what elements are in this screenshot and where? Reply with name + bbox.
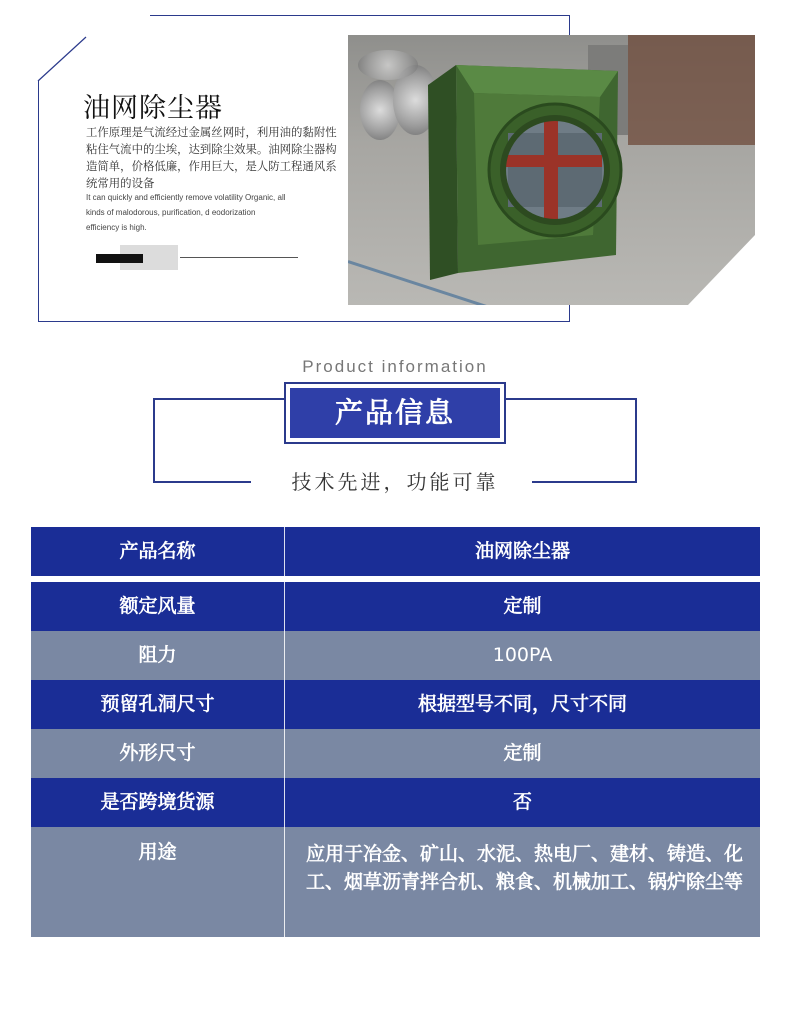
table-row <box>31 827 760 937</box>
product-description: 工作原理是气流经过金属丝网时，利用油的黏附性粘住气流中的尘埃，达到除尘效果。油网除尘器构造简单，价格低廉，作用巨大，是人防工程通风系统常用的设备 <box>86 125 337 190</box>
row-label: 额定风量 <box>119 595 196 617</box>
row-value: 100PA <box>492 644 553 666</box>
oil-net-dust-collector-illustration <box>348 35 755 305</box>
table-row <box>31 729 760 778</box>
row-value: 油网除尘器 <box>474 540 570 562</box>
section-subtitle: 技术先进，功能可靠 <box>291 470 499 494</box>
row-label: 预留孔洞尺寸 <box>100 693 215 715</box>
row-label: 阻力 <box>138 644 177 666</box>
row-label: 是否跨境货源 <box>100 791 215 813</box>
table-row <box>31 631 760 680</box>
table-row <box>31 778 760 827</box>
spec-table <box>31 527 760 937</box>
product-title: 油网除尘器 <box>83 93 223 124</box>
section-title: 产品信息 <box>290 388 500 438</box>
row-value: 定制 <box>503 742 542 764</box>
table-row <box>31 680 760 729</box>
product-photo <box>348 35 755 305</box>
section-english-title: Product information <box>302 357 488 376</box>
row-label: 用途 <box>138 841 177 863</box>
decor-bar-black <box>96 254 143 263</box>
row-value: 应用于冶金、矿山、水泥、热电厂、建材、铸造、化工、烟草沥青拌合机、粮食、机械加工、锅炉除尘等 <box>306 843 744 893</box>
table-row <box>31 582 760 631</box>
row-value: 定制 <box>503 595 542 617</box>
row-label: 外形尺寸 <box>119 742 196 764</box>
row-value: 根据型号不同，尺寸不同 <box>417 693 627 715</box>
row-value: 否 <box>512 791 532 813</box>
table-row <box>31 527 760 576</box>
row-label: 产品名称 <box>119 540 196 562</box>
decor-line <box>180 257 298 258</box>
frame-diagonal <box>36 35 90 83</box>
product-description-english: It can quickly and efficiently remove volatility Organic, all kinds of malodorous, purification, d eodorization efficiency is high. <box>86 193 286 232</box>
